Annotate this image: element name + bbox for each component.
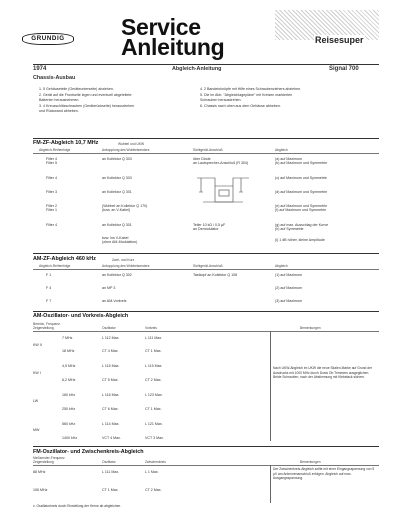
am-osc-osc: L 116 Max. [102,393,120,397]
am-zf-coupling: an Kollektor Q 302 [102,273,132,277]
am-zf-scope: Tastkopf an Kollektor Q 108 [193,273,238,277]
document-subtitle: Abgleich-Anleitung [172,66,222,72]
am-osc-band: LW [33,399,39,403]
fm-osc-mid: L 1 Max. [145,470,159,474]
am-osc-remark: Nach UKW-Abgleich im UKW die neue Skalen-Marke auf Grund der Ausdrucks mit 1000 MHz durch Dosis Ob Trimmers ausgeglichen. Beide Schrauben, nach der Abstimmung mit Klebelack sichern. [273,366,373,380]
column-header: Sichtgerät-Anschluß [193,148,223,152]
am-osc-freq: 6,2 MHz [62,378,76,382]
fm-zf-coupling: (Wobbel an Kollektor Q 170) (bzw. an V-Kabel) [102,204,148,212]
am-zf-adjust: (3) auf Maximum [275,299,302,303]
am-osc-pre: CT 1 Max. [145,349,162,353]
chassis-heading: Chassis-Ausbau [33,75,76,81]
am-osc-freq: 7 MHz [62,336,73,340]
fm-zf-stage: Filter 4 Filter 5 [46,157,57,165]
am-zf-stage: F 4 [46,286,52,290]
chassis-left-line: und Rückwand abheben. [39,109,79,113]
fm-zf-stage: Filter 4 [46,176,57,180]
header-underline [33,465,379,466]
am-osc-pre: L 115 Max. [145,364,163,368]
fm-osc-freq: 106 MHz [33,488,48,492]
column-header: Abgleich [275,148,288,152]
column-header: Zwischenkreis [145,460,166,464]
fm-zf-adjust: (c) auf Maximum und Symmetrie [275,176,327,180]
model-name: Signal 700 [329,66,359,72]
header-underline [33,153,379,154]
am-osc-pre: VCT 3 Max. [145,436,164,440]
section-rule [33,253,379,254]
column-header: Abgleich [275,264,288,268]
am-osc-pre: L 121 Max. [145,422,163,426]
fm-osc-freq: 88 MHz [33,470,46,474]
am-zf-adjust: (1) auf Maximum [275,273,302,277]
column-header: Oszillator [102,460,116,464]
fm-osc-footnote: x. Oszillatorkreis durch Einstellung der Kerne ab abgleichen. [33,504,122,508]
chassis-right-line: 6. Chassis nach oben aus dem Gehäuse abheben. [200,104,281,108]
chassis-left-line: Batterien herausnehmen. [39,98,80,102]
column-header: Abgleich-Reihenfolge [39,148,71,152]
column-header: Bemerkungen [300,460,321,464]
am-osc-freq: 250 kHz [62,407,76,411]
chassis-right-line: 4. 2 Bandeinknöpfe mit Hilfe eines Schraubenziehers abziehen. [200,87,302,91]
fm-zf-heading-note: Wobbel und UKW [118,142,145,146]
section-rule [33,138,379,139]
fm-osc-remark: Der Zwischenkreis-Abgleich sollte mit einer Eingangsspannung von 5 µV am Antennenanschluß erfolgen. Abgleich auf max. Ausgangsspannung. [273,467,375,481]
fm-zf-adjust: (i) 1 dB höher, kleine Amplitude [275,238,325,242]
am-osc-freq: 160 kHz [62,393,76,397]
am-osc-freq: 4,5 MHz [62,364,76,368]
fm-osc-mid: CT 2 Max. [145,488,162,492]
fm-zf-adjust: (g) auf max. Ausschlag der Kurve (h) auf Symmetrie [275,223,329,231]
am-osc-band: KW II [33,343,42,347]
header-rule [33,64,379,65]
chassis-left-line: 3. 4 Kreuzschlitzschrauben (Geräterückseite) herausdrehen [39,104,135,108]
fm-zf-adjust: (a) auf Maximum (b) auf Maximum und Symmetrie [275,157,328,165]
fm-osc-osc: L 111 Max. [102,470,120,474]
am-osc-freq: 560 kHz [62,422,76,426]
section-rule [33,446,379,447]
fm-zf-coupling: an Kollektor Q 301 [102,223,132,227]
am-zf-stage: F 7 [46,299,52,303]
column-header: Vorkreis [145,326,157,330]
am-zf-heading-note: Zwei- und Kurz [112,258,135,262]
am-osc-pre: L 111 Max. [145,336,163,340]
fm-zf-stage: Filter 4 [46,223,57,227]
am-zf-stage: F 1 [46,273,52,277]
am-osc-osc: VCT 4 Max. [102,436,121,440]
am-osc-freq: 1400 kHz [62,436,78,440]
am-zf-coupling: an MP 3 [102,286,116,290]
am-osc-osc: L 115 Max. [102,364,120,368]
column-header: Bereich, Frequenz Zeigerstellung [33,322,60,330]
fm-zf-scope: Teiler 10 kΩ / 0,5 µF an Demodulator [193,223,226,231]
year-label: 1974 [33,66,47,72]
am-osc-osc: CT 5 Max. [102,378,119,382]
fm-zf-coupling: bzw. ins V-Kabel (ohne AM-Modulation) [102,236,138,244]
fm-zf-stage: Filter 3 [46,190,57,194]
header-underline [33,269,379,270]
am-osc-osc: L 112 Max. [102,336,120,340]
fm-zf-coupling: an Kollektor Q 301 [102,190,132,194]
header-underline [33,331,379,332]
column-header: Ankopplung des Wobbelsenders [102,148,150,152]
column-header: Meßsender-Frequenz Zeigerstellung [33,456,65,464]
am-osc-band: KW I [33,371,41,375]
am-zf-adjust: (2) auf Maximum [275,286,302,290]
fm-zf-scope: über Diode an Lautsprecher-Anschluß (R 304) [193,157,249,165]
fm-zf-adjust: (d) auf Maximum und Symmetrie [275,190,328,194]
am-osc-pre: CT 2 Max. [145,378,162,382]
am-osc-freq: 18 MHz [62,349,75,353]
column-divider [270,465,271,503]
column-divider [270,331,271,441]
fm-zf-adjust: (e) auf Maximum und Symmetrie (f) auf Maximum und Symmetrie [275,204,328,212]
am-osc-osc: L 114 Max. [102,422,120,426]
fm-zf-heading: FM-ZF-Abgleich 10,7 MHz [33,140,99,146]
am-zf-coupling: an AM-Vorkreis [102,299,127,303]
fm-zf-coupling: an Kollektor Q 303 [102,157,132,161]
title-service: Service [121,14,201,40]
column-header: Sichtgerät-Anschluß [193,264,223,268]
chassis-left-line: 1. 5 Gehäuseteile (Geräteunterseite) abziehen. [39,87,114,91]
title-anleitung: Anleitung [121,34,225,60]
chassis-left-line: 2. Gerät auf die Frontseite legen und eventuell abgeleitete [39,93,132,97]
fm-osc-heading: FM-Oszillator- und Zwischenkreis-Abgleich [33,449,144,455]
am-osc-osc: CT 6 Max. [102,407,119,411]
fm-zf-stage: Filter 2 Filter 1 [46,204,57,212]
fm-zf-coupling: an Kollektor Q 303 [102,176,132,180]
am-zf-heading: AM-ZF-Abgleich 460 kHz [33,256,96,262]
section-rule [33,311,379,312]
column-header: Abgleich-Reihenfolge [39,264,71,268]
grundig-logo: GRUNDIG [22,33,74,45]
column-header: Bemerkungen [300,326,321,330]
am-osc-pre: CT 1 Max. [145,407,162,411]
chassis-right-line: 5. Die im Abb. "Abgleichlagepläne" mit Kreisen markierten [200,93,293,97]
chassis-right-line: Schrauben herausdrehen. [200,98,242,102]
am-osc-pre: L 123 Max. [145,393,163,397]
column-header: Ankopplung des Wobbelsenders [102,264,150,268]
fm-osc-osc: CT 1 Max. [102,488,119,492]
demodulator-schematic [193,172,253,212]
am-osc-band: MW [33,428,40,432]
am-osc-osc: CT 4 Max. [102,349,119,353]
am-osc-heading: AM-Oszillator- und Vorkreis-Abgleich [33,313,129,319]
product-type: Reisesuper [315,35,364,45]
column-header: Oszillator [102,326,116,330]
